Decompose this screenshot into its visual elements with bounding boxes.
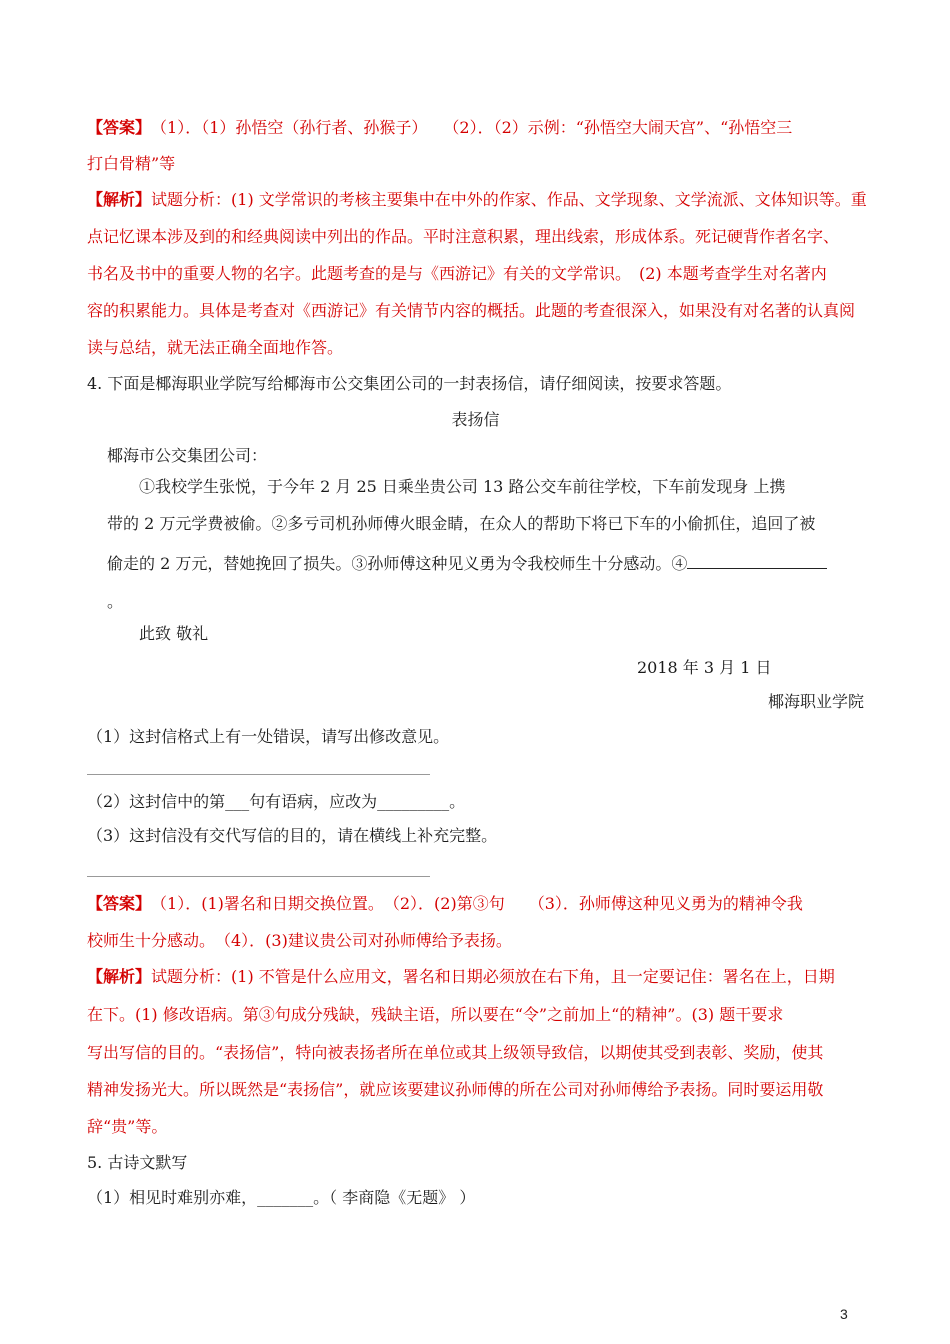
answer-line: 打白骨精”等	[87, 154, 176, 173]
explanation-text: 试题分析：(1) 不管是什么应用文，署名和日期必须放在右下角，且一定要记住：署名在上，日期	[151, 967, 835, 986]
letter-signature: 椰海职业学院	[767, 692, 864, 711]
question-5: 5. 古诗文默写	[87, 1153, 188, 1172]
explanation-line: 在下。(1) 修改语病。第③句成分残缺，残缺主语，所以要在“令”之前加上“的精神”。(3) 题干要求	[87, 1005, 784, 1024]
sub-question-2: （2）这封信中的第___句有语病，应改为_________。	[87, 792, 466, 811]
sub-question-3: （3）这封信没有交代写信的目的，请在横线上补充完整。	[87, 826, 498, 845]
explanation-line: 精神发扬光大。所以既然是“表扬信”，就应该要建议孙师傅的所在公司对孙师傅给予表扬。同时要运用敬	[87, 1080, 824, 1099]
explanation-text: 试题分析：(1) 文学常识的考核主要集中在中外的作家、作品、文学现象、文学流派、文体知识等。重	[151, 190, 867, 209]
explanation-line: 辞“贵”等。	[87, 1117, 168, 1136]
answer-rule	[87, 774, 430, 775]
letter-body-line: ①我校学生张悦，于今年 2 月 25 日乘坐贵公司 13 路公交车前往学校，下车前发现身 上携	[139, 477, 786, 496]
explanation-line: 读与总结，就无法正确全面地作答。	[87, 338, 344, 357]
letter-salutation: 椰海市公交集团公司：	[107, 446, 268, 465]
letter-date: 2018 年 3 月 1 日	[637, 658, 772, 677]
letter-closing: 此致 敬礼	[139, 624, 209, 643]
letter-body-line: 带的 2 万元学费被偷。②多亏司机孙师傅火眼金睛，在众人的帮助下将已下车的小偷抓住，追回了被	[107, 514, 816, 533]
explanation-line	[87, 967, 864, 987]
answer-rule	[87, 876, 430, 877]
letter-body-text: 偷走的 2 万元，替她挽回了损失。③孙师傅这种见义勇为令我校师生十分感动。④	[107, 554, 688, 573]
answer-line	[87, 118, 864, 138]
explanation-label: 【解析】	[87, 190, 152, 209]
answer-text: （1）．(1)署名和日期交换位置。 （2）．(2)第③句 （3）．孙师傅这种见义勇为的精神令我	[159, 894, 803, 913]
explanation-line: 容的积累能力。具体是考查对《西游记》有关情节内容的概括。此题的考查很深入，如果没有对名著的认真阅	[87, 301, 856, 320]
question-5-1: （1）相见时难别亦难，_______。（ 李商隐《无题》 ）	[87, 1188, 476, 1207]
page-number: 3	[840, 1306, 848, 1322]
letter-body-line: 。	[107, 592, 124, 611]
answer-text: （1）．（1）孙悟空（孙行者、孙猴子） （2）．（2）示例：“孙悟空大闹天宫”、“孙悟空三	[159, 118, 793, 137]
explanation-label: 【解析】	[87, 967, 152, 986]
explanation-line: 写出写信的目的。“表扬信”，特向被表扬者所在单位或其上级领导致信，以期使其受到表彰、奖励，使其	[87, 1043, 824, 1062]
letter-body-line	[107, 552, 864, 574]
answer-label: 【答案】	[87, 894, 144, 913]
explanation-line	[87, 190, 867, 210]
answer-blank[interactable]	[687, 552, 827, 569]
question-4: 4. 下面是椰海职业学院写给椰海市公交集团公司的一封表扬信，请仔细阅读，按要求答题。	[87, 374, 732, 393]
answer-line: 校师生十分感动。 （4）．(3)建议贵公司对孙师傅给予表扬。	[87, 931, 512, 950]
letter-title: 表扬信	[451, 410, 500, 429]
answer-label: 【答案】	[87, 118, 144, 137]
explanation-line: 书名及书中的重要人物的名字。此题考查的是与《西游记》有关的文学常识。 (2) 本题考查学生对名著内	[87, 264, 827, 283]
answer-line	[87, 894, 864, 914]
sub-question-1: （1）这封信格式上有一处错误，请写出修改意见。	[87, 727, 450, 746]
explanation-line: 点记忆课本涉及到的和经典阅读中列出的作品。平时注意积累，理出线索，形成体系。死记硬背作者名字、	[87, 227, 840, 246]
